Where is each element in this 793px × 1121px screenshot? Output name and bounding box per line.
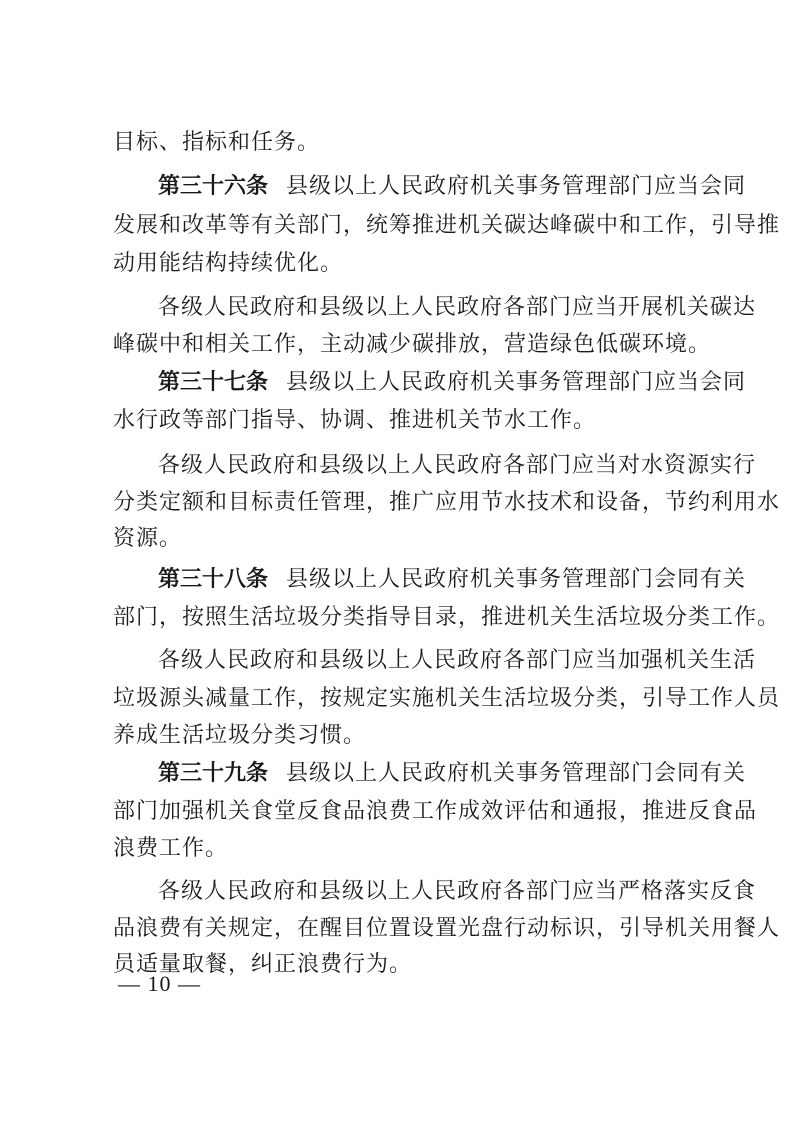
line-text: 县级以上人民政府机关事务管理部门应当会同: [286, 370, 747, 395]
line-text: 县级以上人民政府机关事务管理部门会同有关: [286, 567, 747, 592]
article-heading: 第三十九条: [158, 761, 269, 786]
paragraph-line: [113, 720, 703, 752]
line-text: 水行政等部门指导、协调、推进机关节水工作。: [113, 408, 597, 433]
article-heading: 第三十六条: [158, 174, 269, 199]
article-39-heading-line: [158, 758, 747, 790]
line-text: 部门，按照生活垃圾分类指导目录，推进机关生活垃圾分类工作。: [113, 605, 781, 630]
article-37-heading-line: [158, 367, 747, 399]
line-text: 发展和改革等有关部门，统筹推进机关碳达峰碳中和工作，引导推: [113, 213, 781, 238]
line-text: 浪费工作。: [113, 836, 229, 861]
line-text: 员适量取餐，纠正浪费行为。: [113, 952, 413, 977]
paragraph-line: [113, 683, 781, 715]
line-text: 养成生活垃圾分类习惯。: [113, 723, 367, 748]
paragraph-line: [113, 523, 703, 555]
article-38-heading-line: [158, 564, 747, 596]
paragraph-line: [113, 913, 781, 945]
line-text: 峰碳中和相关工作，主动减少碳排放，营造绿色低碳环境。: [113, 332, 712, 357]
line-text: 品浪费有关规定，在醒目位置设置光盘行动标识，引导机关用餐人: [113, 916, 781, 941]
paragraph-line: [158, 292, 757, 324]
line-text: 各级人民政府和县级以上人民政府各部门应当严格落实反食: [158, 879, 757, 904]
paragraph-line: [158, 450, 757, 482]
line-text: 部门加强机关食堂反食品浪费工作成效评估和通报，推进反食品: [113, 799, 758, 824]
paragraph-line: [158, 876, 757, 908]
paragraph-line: [113, 405, 703, 437]
paragraph-line: [113, 602, 781, 634]
line-text: 县级以上人民政府机关事务管理部门会同有关: [286, 761, 747, 786]
paragraph-line: [113, 487, 781, 519]
line-text: 垃圾源头减量工作，按规定实施机关生活垃圾分类，引导工作人员: [113, 686, 781, 711]
paragraph-line: [113, 833, 703, 865]
line-text: 各级人民政府和县级以上人民政府各部门应当加强机关生活: [158, 648, 757, 673]
line-text: 各级人民政府和县级以上人民政府各部门应当开展机关碳达: [158, 295, 757, 320]
paragraph-line: [158, 645, 757, 677]
line-text: 动用能结构持续优化。: [113, 251, 344, 276]
paragraph-line: [113, 329, 712, 361]
line-text: 各级人民政府和县级以上人民政府各部门应当对水资源实行: [158, 453, 757, 478]
article-heading: 第三十八条: [158, 567, 269, 592]
line-text: 目标、指标和任务。: [113, 130, 321, 155]
paragraph-line: [113, 210, 781, 242]
line-text: 资源。: [113, 526, 183, 551]
paragraph-line: [113, 796, 758, 828]
article-heading: 第三十七条: [158, 370, 269, 395]
line-text: 分类定额和目标责任管理，推广应用节水技术和设备，节约利用水: [113, 490, 781, 515]
paragraph-line: [113, 248, 703, 280]
paragraph-line: [113, 949, 703, 981]
paragraph-line: [113, 127, 703, 159]
article-36-heading-line: [158, 171, 747, 203]
page-number: — 10 —: [118, 971, 201, 996]
line-text: 县级以上人民政府机关事务管理部门应当会同: [286, 174, 747, 199]
